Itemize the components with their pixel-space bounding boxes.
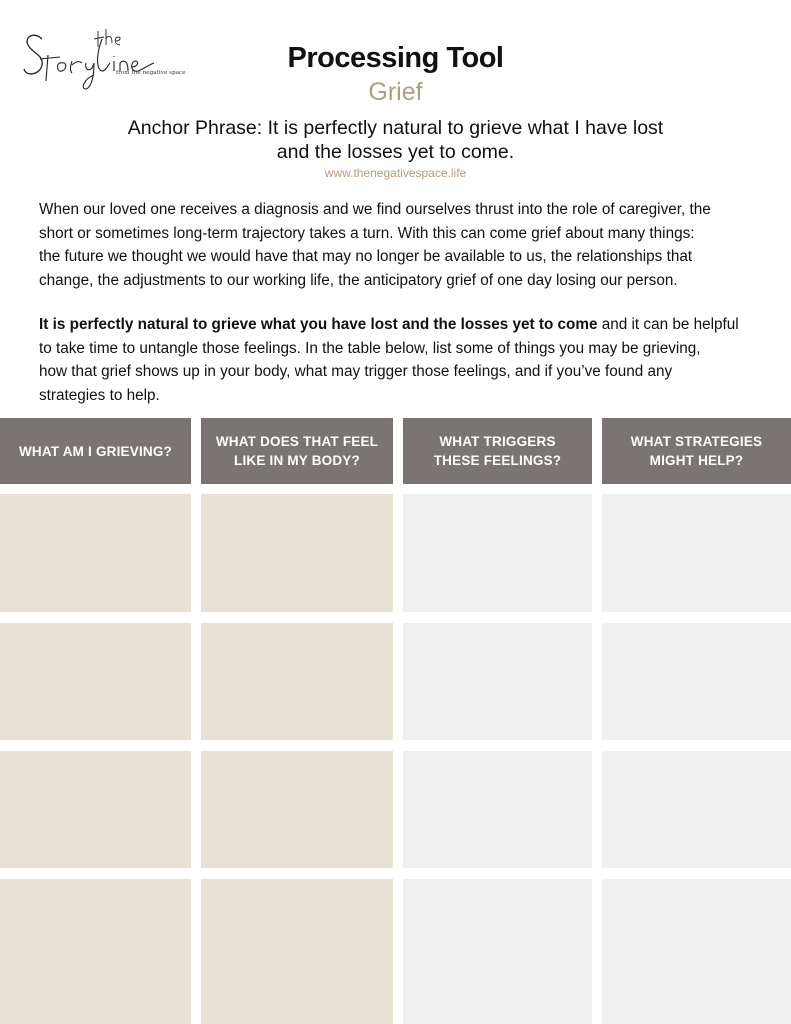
- table-cell-triggers[interactable]: [403, 879, 592, 1024]
- website-url: www.thenegativespace.life: [324, 166, 467, 180]
- instructions-paragraph: [39, 313, 759, 407]
- instructions-line: [39, 313, 759, 337]
- header-label: LIKE IN MY BODY?: [234, 453, 360, 468]
- table-cell-strategies[interactable]: [602, 751, 791, 868]
- page-subtitle: Grief: [368, 78, 423, 106]
- header-triggers: [403, 418, 592, 484]
- intro-line: When our loved one receives a diagnosis and we find ourselves thrust into the role of caregiver, the: [39, 201, 711, 218]
- intro-line: short or sometimes long-term trajectory takes a turn. With this can come grief about many things:: [39, 224, 695, 242]
- table-cell-body[interactable]: [201, 494, 393, 612]
- logo-subtext: from the negative space: [116, 70, 186, 76]
- table-cell-grieving[interactable]: [0, 751, 191, 868]
- instructions-rest: and it can be helpful: [597, 316, 739, 333]
- table-cell-body[interactable]: [201, 751, 393, 868]
- page-title: Processing Tool: [287, 42, 504, 74]
- instructions-line: how that grief shows up in your body, what may trigger those feelings, and if you’ve found any: [39, 363, 673, 380]
- header-label: WHAT DOES THAT FEEL: [215, 434, 379, 449]
- table-cell-triggers[interactable]: [403, 494, 592, 612]
- header-label: THESE FEELINGS?: [433, 453, 562, 468]
- header-label: WHAT TRIGGERS: [439, 434, 556, 449]
- anchor-line-1: Anchor Phrase: It is perfectly natural to grieve what I have lost: [127, 117, 664, 139]
- table-cell-strategies[interactable]: [602, 623, 791, 740]
- table-cell-grieving[interactable]: [0, 623, 191, 740]
- instructions-line: strategies to help.: [39, 386, 160, 404]
- header-label: WHAT AM I GRIEVING?: [18, 443, 173, 459]
- table-cell-grieving[interactable]: [0, 494, 191, 612]
- header-feel-in-body: [201, 418, 393, 484]
- anchor-line-2: and the losses yet to come.: [276, 141, 515, 163]
- intro-line: the future we thought we would have that may no longer be available to us, the relationships that: [39, 248, 693, 265]
- header-label: MIGHT HELP?: [649, 453, 744, 468]
- header-what-am-i-grieving: [0, 418, 191, 484]
- table-cell-strategies[interactable]: [602, 494, 791, 612]
- table-cell-triggers[interactable]: [403, 623, 592, 740]
- anchor-phrase: [100, 116, 691, 164]
- header-strategies: [602, 418, 791, 484]
- table-cell-triggers[interactable]: [403, 751, 592, 868]
- table-cell-body[interactable]: [201, 623, 393, 740]
- table-cell-grieving[interactable]: [0, 879, 191, 1024]
- header-label: WHAT STRATEGIES: [630, 434, 763, 449]
- intro-line: change, the adjustments to our working life, the anticipatory grief of one day losing our person.: [39, 271, 678, 289]
- instructions-line: to take time to untangle those feelings. In the table below, list some of things you may be grieving,: [39, 339, 701, 357]
- table-cell-strategies[interactable]: [602, 879, 791, 1024]
- instructions-bold: It is perfectly natural to grieve what you have lost and the losses yet to come: [39, 316, 598, 333]
- table-cell-body[interactable]: [201, 879, 393, 1024]
- intro-paragraph: [39, 198, 759, 292]
